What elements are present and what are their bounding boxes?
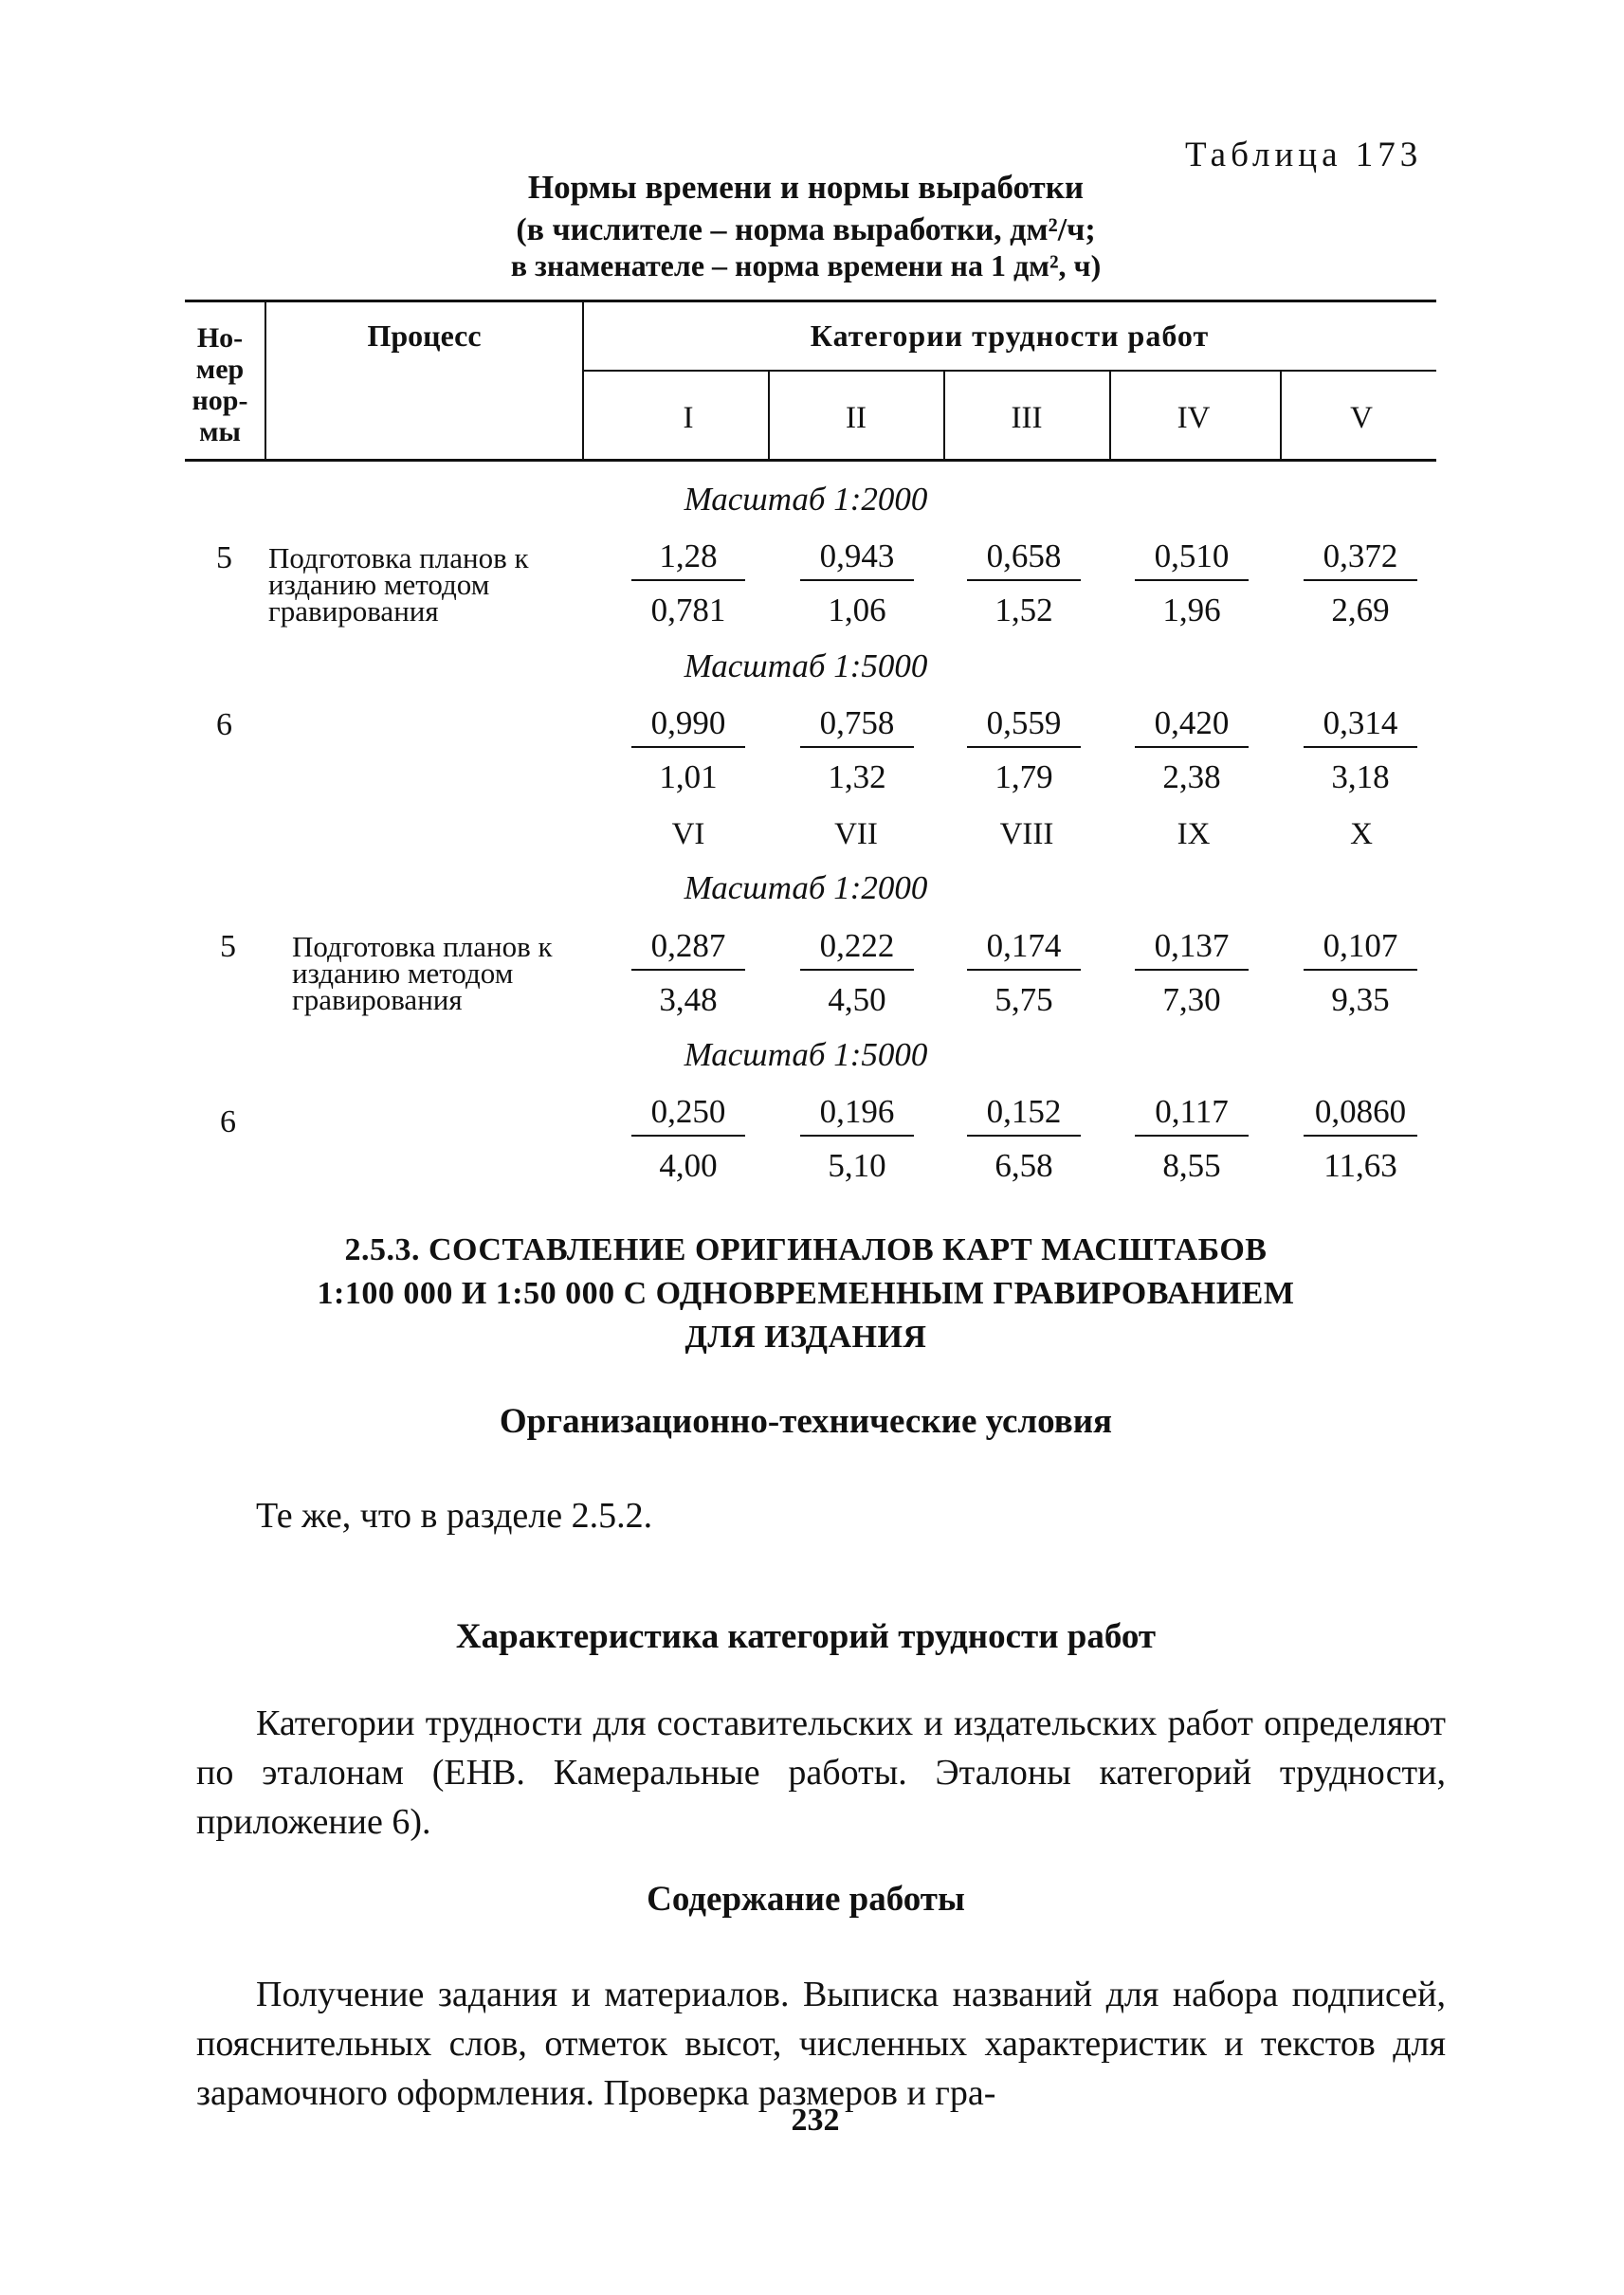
scale-label: Масштаб 1:5000 bbox=[684, 647, 928, 684]
header-divider bbox=[943, 370, 945, 459]
production-norm: 0,174 bbox=[967, 923, 1081, 971]
paragraph-content: Получение задания и материалов. Выписка названий для набора подписей, пояснительных слов, отметок высот, численных характеристик и текстов для зарамочного оформления. Проверка размеров и гра- bbox=[196, 1975, 1446, 2113]
time-norm: 3,48 bbox=[659, 981, 718, 1018]
table-cell bbox=[631, 1089, 745, 1186]
table-cell bbox=[1135, 701, 1249, 797]
table-cell bbox=[800, 701, 914, 797]
category-label: X bbox=[1350, 817, 1373, 851]
time-norm: 1,52 bbox=[994, 592, 1053, 628]
scale-label: Масштаб 1:5000 bbox=[684, 1036, 928, 1073]
process-name: Подготовка планов к изданию методом гравирования bbox=[268, 541, 529, 628]
table-cell bbox=[1135, 534, 1249, 630]
production-norm: 0,250 bbox=[631, 1089, 745, 1137]
table-cell bbox=[1304, 701, 1417, 797]
table-caption-title: Нормы времени и нормы выработки bbox=[527, 169, 1085, 206]
table-cell bbox=[631, 534, 745, 630]
time-norm: 4,50 bbox=[828, 981, 886, 1018]
table-cell bbox=[1304, 534, 1417, 630]
subheading-conditions: Организационно-технические условия bbox=[499, 1402, 1113, 1441]
time-norm: 7,30 bbox=[1162, 981, 1221, 1018]
production-norm: 1,28 bbox=[631, 534, 745, 581]
production-norm: 0,990 bbox=[631, 701, 745, 748]
header-norm-number: Но-мер нор-мы bbox=[192, 322, 248, 447]
norm-number: 5 bbox=[220, 929, 236, 964]
time-norm: 2,38 bbox=[1162, 758, 1221, 795]
scale-label: Масштаб 1:2000 bbox=[684, 869, 928, 906]
header-category: I bbox=[683, 401, 694, 435]
time-norm: 8,55 bbox=[1162, 1147, 1221, 1184]
table-cell bbox=[1135, 1089, 1249, 1186]
header-process: Процесс bbox=[367, 319, 482, 353]
section-title: 1:100 000 И 1:50 000 С ОДНОВРЕМЕННЫМ ГРАВИРОВАНИЕМ bbox=[317, 1276, 1295, 1311]
time-norm: 1,96 bbox=[1162, 592, 1221, 628]
table-cell bbox=[631, 923, 745, 1020]
production-norm: 0,420 bbox=[1135, 701, 1249, 748]
section-title: ДЛЯ ИЗДАНИЯ bbox=[684, 1320, 927, 1355]
page-number: 232 bbox=[791, 2103, 840, 2138]
category-label: VII bbox=[834, 817, 878, 851]
table-cell bbox=[1304, 1089, 1417, 1186]
table-cell bbox=[800, 923, 914, 1020]
header-category: III bbox=[1011, 401, 1043, 435]
time-norm: 11,63 bbox=[1323, 1147, 1397, 1184]
time-norm: 2,69 bbox=[1331, 592, 1390, 628]
table-cell bbox=[1135, 923, 1249, 1020]
header-divider bbox=[1280, 370, 1282, 459]
header-divider bbox=[768, 370, 770, 459]
header-category: IV bbox=[1177, 401, 1211, 435]
table-cell bbox=[1304, 923, 1417, 1020]
production-norm: 0,314 bbox=[1304, 701, 1417, 748]
production-norm: 0,658 bbox=[967, 534, 1081, 581]
header-category: V bbox=[1350, 401, 1373, 435]
production-norm: 0,510 bbox=[1135, 534, 1249, 581]
table-header-bottom-rule bbox=[185, 459, 1436, 462]
subheading-content: Содержание работы bbox=[647, 1880, 965, 1919]
time-norm: 6,58 bbox=[994, 1147, 1053, 1184]
table-cell bbox=[967, 1089, 1081, 1186]
section-title: 2.5.3. СОСТАВЛЕНИЕ ОРИГИНАЛОВ КАРТ МАСШТАБОВ bbox=[344, 1232, 1268, 1267]
time-norm: 3,18 bbox=[1331, 758, 1390, 795]
production-norm: 0,943 bbox=[800, 534, 914, 581]
header-category: II bbox=[846, 401, 867, 435]
table-cell bbox=[631, 701, 745, 797]
production-norm: 0,222 bbox=[800, 923, 914, 971]
production-norm: 0,287 bbox=[631, 923, 745, 971]
time-norm: 1,79 bbox=[994, 758, 1053, 795]
category-label: IX bbox=[1177, 817, 1211, 851]
time-norm: 4,00 bbox=[659, 1147, 718, 1184]
category-label: VI bbox=[671, 817, 705, 851]
time-norm: 5,75 bbox=[994, 981, 1053, 1018]
production-norm: 0,152 bbox=[967, 1089, 1081, 1137]
table-caption-numerator-note: (в числителе – норма выработки, дм²/ч; bbox=[516, 212, 1096, 247]
time-norm: 1,01 bbox=[659, 758, 718, 795]
time-norm: 9,35 bbox=[1331, 981, 1390, 1018]
production-norm: 0,137 bbox=[1135, 923, 1249, 971]
table-cell bbox=[800, 1089, 914, 1186]
production-norm: 0,117 bbox=[1135, 1089, 1249, 1137]
table-cell bbox=[967, 923, 1081, 1020]
time-norm: 5,10 bbox=[828, 1147, 886, 1184]
production-norm: 0,559 bbox=[967, 701, 1081, 748]
table-caption-denominator-note: в знаменателе – норма времени на 1 дм², ч) bbox=[510, 248, 1102, 282]
norm-number: 5 bbox=[216, 540, 232, 575]
norm-number: 6 bbox=[216, 707, 232, 742]
paragraph-conditions: Те же, что в разделе 2.5.2. bbox=[256, 1496, 653, 1536]
time-norm: 0,781 bbox=[650, 592, 726, 628]
scale-label: Масштаб 1:2000 bbox=[684, 481, 928, 518]
table-cell bbox=[800, 534, 914, 630]
category-label: VIII bbox=[999, 817, 1054, 851]
production-norm: 0,0860 bbox=[1304, 1089, 1417, 1137]
process-name: Подготовка планов к изданию методом гравирования bbox=[292, 930, 553, 1016]
table-top-rule bbox=[185, 300, 1436, 302]
table-cell bbox=[967, 701, 1081, 797]
production-norm: 0,107 bbox=[1304, 923, 1417, 971]
norm-number: 6 bbox=[220, 1104, 236, 1139]
header-categories: Категории трудности работ bbox=[810, 319, 1210, 353]
subheading-categories: Характеристика категорий трудности работ bbox=[455, 1617, 1157, 1656]
production-norm: 0,196 bbox=[800, 1089, 914, 1137]
production-norm: 0,758 bbox=[800, 701, 914, 748]
production-norm: 0,372 bbox=[1304, 534, 1417, 581]
time-norm: 1,06 bbox=[828, 592, 886, 628]
categories-rule bbox=[583, 370, 1436, 372]
table-label: Таблица 173 bbox=[1185, 136, 1423, 174]
time-norm: 1,32 bbox=[828, 758, 886, 795]
header-divider bbox=[1109, 370, 1111, 459]
table-cell bbox=[967, 534, 1081, 630]
paragraph-categories: Категории трудности для составительских и издательских работ определяют по эталонам (ЕНВ. Камеральные работы. Эталоны категорий трудности, приложение 6). bbox=[196, 1703, 1446, 1842]
